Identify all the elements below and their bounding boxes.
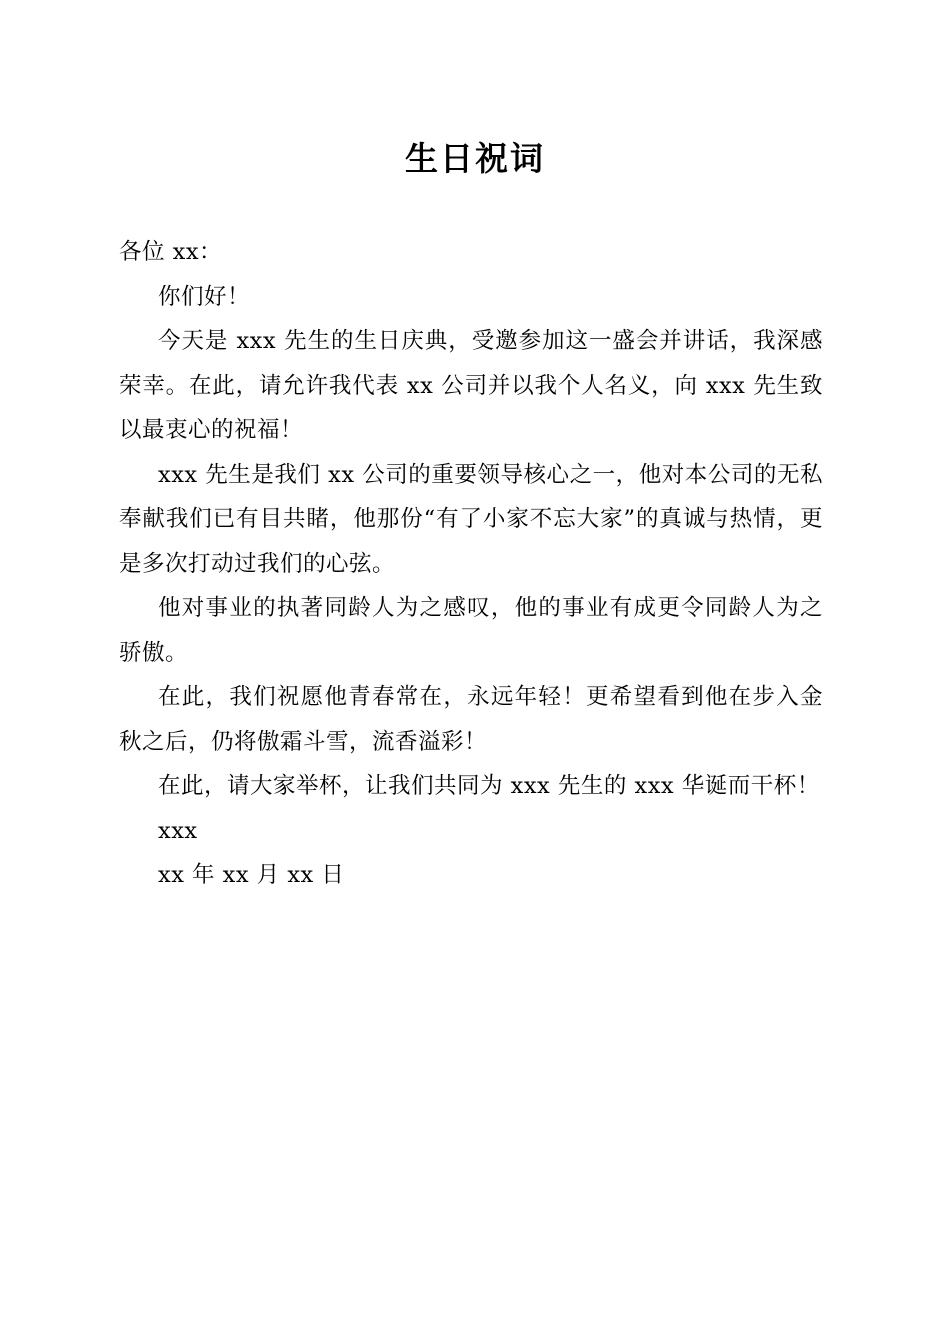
- paragraph-wishes: 在此，我们祝愿他青春常在，永远年轻！更希望看到他在步入金秋之后，仍将傲霜斗雪，流香溢彩！: [119, 684, 823, 755]
- paragraph-career: 他对事业的执著同龄人为之感叹，他的事业有成更令同龄人为之骄傲。: [119, 595, 823, 666]
- document-body: [119, 230, 823, 898]
- paragraph-contribution: xxx 先生是我们 xx 公司的重要领导核心之一，他对本公司的无私奉献我们已有目共睹，他那份“有了小家不忘大家”的真诚与热情，更是多次打动过我们的心弦。: [119, 461, 823, 577]
- salutation: 各位 xx：: [119, 239, 223, 265]
- date-line: xx 年 xx 月 xx 日: [158, 862, 345, 888]
- signature: xxx: [158, 817, 198, 844]
- paragraph-greeting: 你们好！: [158, 283, 251, 310]
- paragraph-honor: 今天是 xxx 先生的生日庆典，受邀参加这一盛会并讲话，我深感荣幸。在此，请允许我代表 xx 公司并以我个人名义，向 xxx 先生致以最衷心的祝福！: [119, 328, 823, 443]
- paragraph-toast: 在此，请大家举杯，让我们共同为 xxx 先生的 xxx 华诞而干杯！: [158, 773, 820, 799]
- document-title: 生日祝词: [405, 139, 545, 178]
